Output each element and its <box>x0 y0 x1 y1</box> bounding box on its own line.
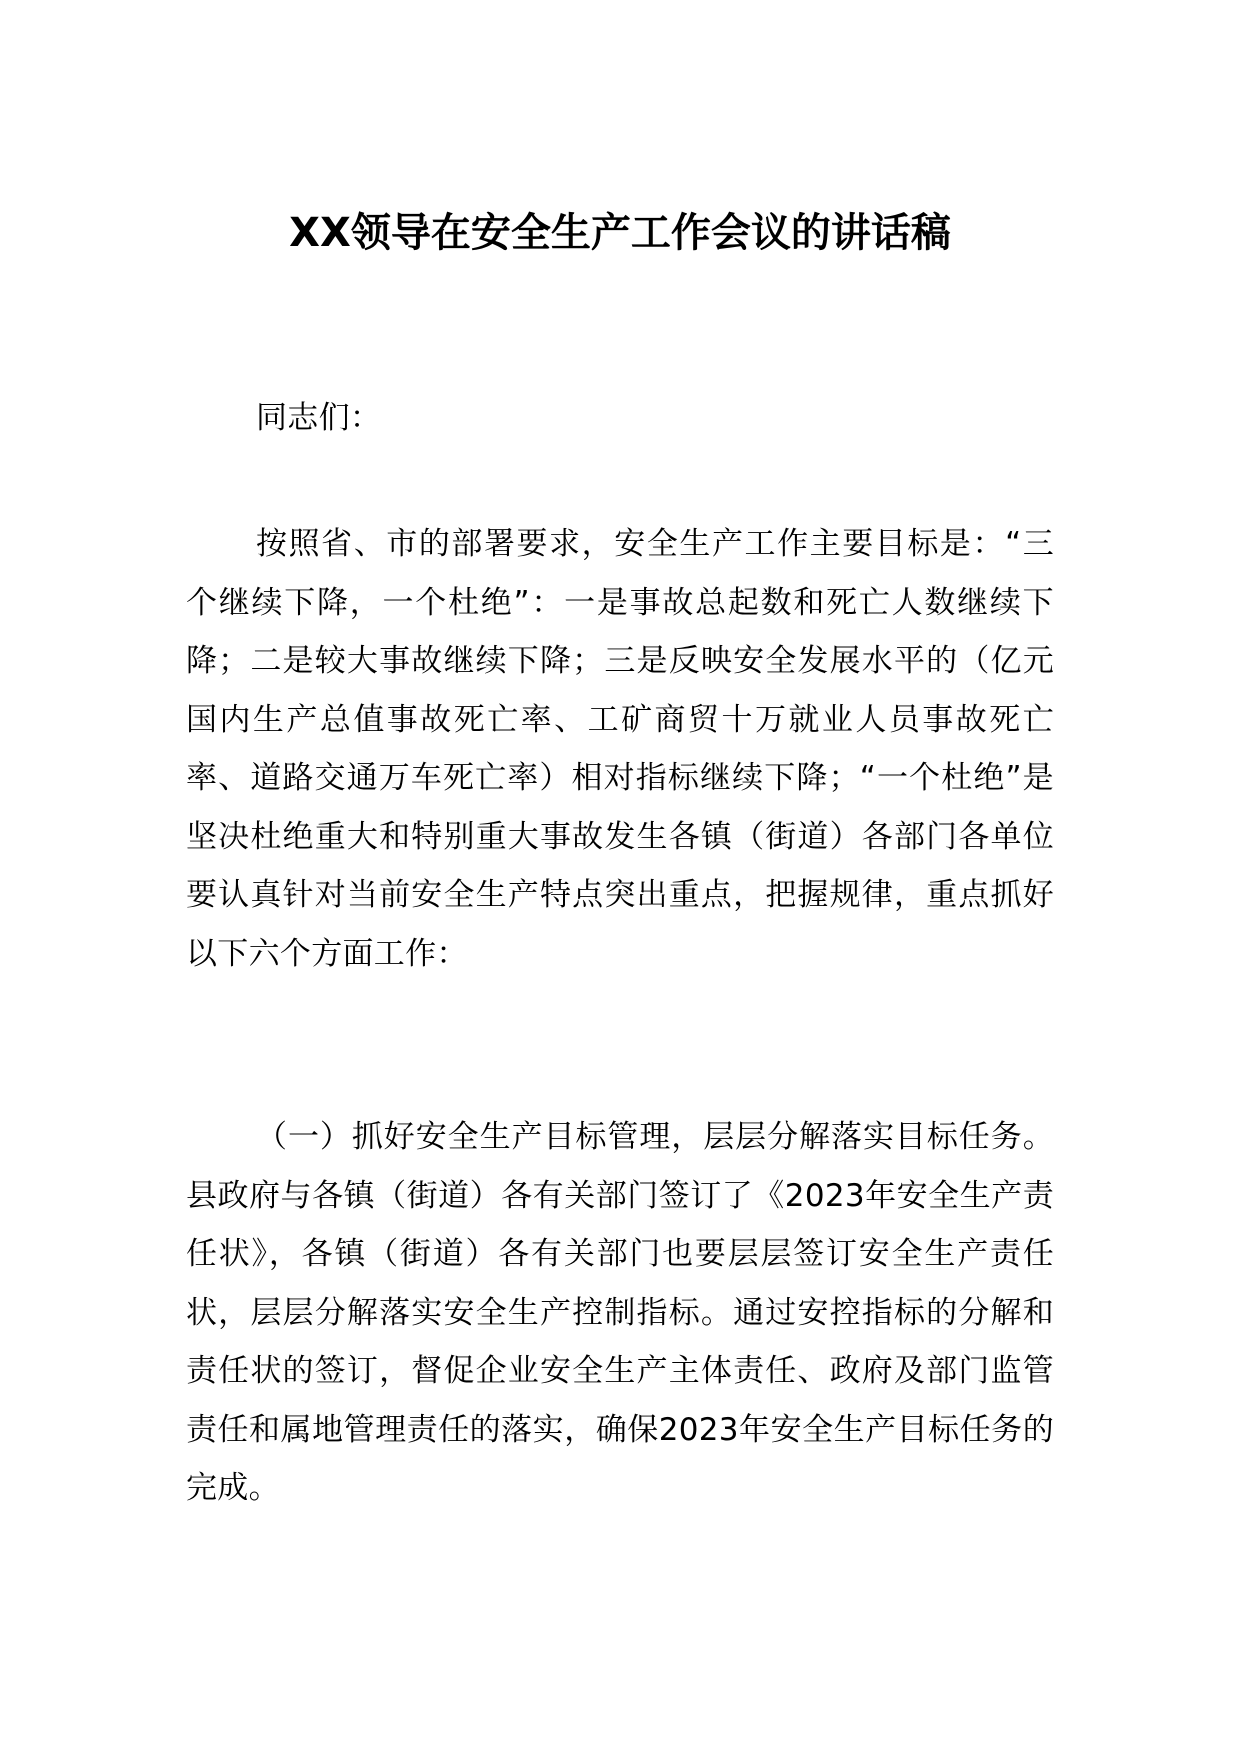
paragraph-goals: 按照省、市的部署要求，安全生产工作主要目标是：“三个继续下降，一个杜绝”：一是事故总起数和死亡人数继续下降；二是较大事故继续下降；三是反映安全发展水平的（亿元国内生产总值事故死亡率、工矿商贸十万就业人员事故死亡率、道路交通万车死亡率）相对指标继续下降；“一个杜绝”是坚决杜绝重大和特别重大事故发生各镇（街道）各部门各单位要认真针对当前安全生产特点突出重点，把握规律，重点抓好以下六个方面工作： <box>186 526 1054 972</box>
document-title: XX领导在安全生产工作会议的讲话稿 <box>289 210 951 256</box>
salutation: 同志们： <box>256 400 382 436</box>
paragraph-target-management: （一）抓好安全生产目标管理，层层分解落实目标任务。县政府与各镇（街道）各有关部门签订了《2023年安全生产责任状》，各镇（街道）各有关部门也要层层签订安全生产责任状，层层分解落实安全生产控制指标。通过安控指标的分解和责任状的签订，督促企业安全生产主体责任、政府及部门监管责任和属地管理责任的落实，确保2023年安全生产目标任务的完成。 <box>186 1119 1054 1506</box>
